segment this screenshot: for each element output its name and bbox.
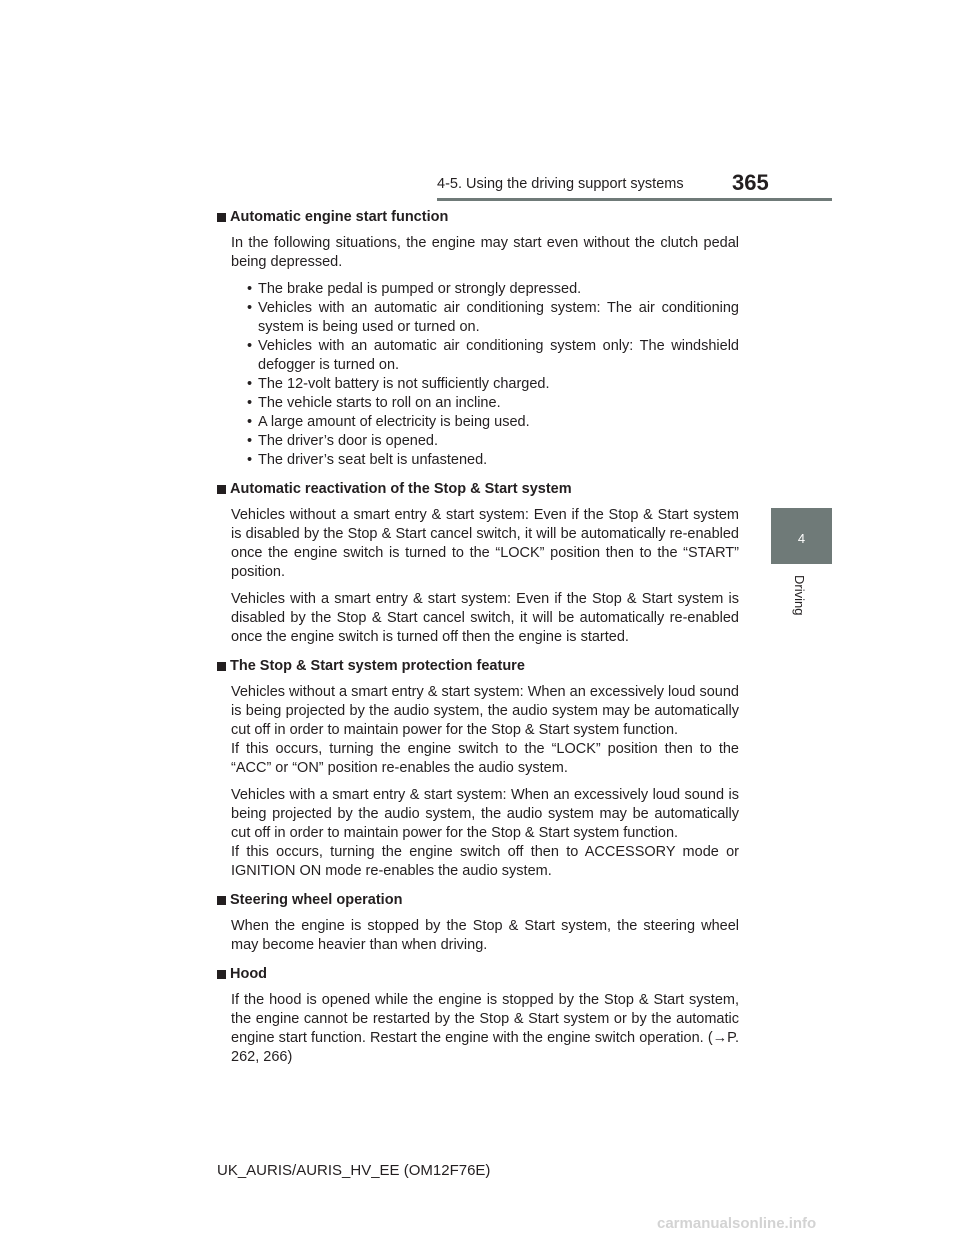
section-heading: Automatic engine start function bbox=[217, 208, 739, 227]
section-heading: Steering wheel operation bbox=[217, 891, 739, 910]
chapter-tab bbox=[771, 508, 832, 564]
paragraph: When the engine is stopped by the Stop & Start system, the steering wheel may become heavier than when driving. bbox=[231, 918, 739, 953]
chapter-label: Driving bbox=[792, 575, 807, 616]
section-heading: The Stop & Start system protection feature bbox=[217, 657, 739, 676]
paragraph: If this occurs, turning the engine switch to the “LOCK” position then to the “ACC” or “ON” position re-enables the audio system. bbox=[231, 741, 739, 776]
section-steering bbox=[217, 891, 739, 955]
section-heading: Hood bbox=[217, 965, 739, 984]
list-item: • The vehicle starts to roll on an incline. bbox=[247, 394, 739, 413]
square-bullet-icon bbox=[217, 896, 226, 905]
paragraph: If this occurs, turning the engine switch off then to ACCESSORY mode or IGNITION ON mode re-enables the audio system. bbox=[231, 844, 739, 879]
section-auto-reactivation bbox=[217, 480, 739, 647]
page-content bbox=[217, 208, 739, 1077]
section-protection-feature bbox=[217, 657, 739, 881]
section-title: 4-5. Using the driving support systems bbox=[437, 176, 684, 192]
section-auto-start bbox=[217, 208, 739, 470]
page-number: 365 bbox=[732, 170, 769, 195]
paragraph: In the following situations, the engine may start even without the clutch pedal being depressed. bbox=[231, 235, 739, 270]
list-item: • Vehicles with an automatic air conditioning system: The air conditioning system is being used or turned on. bbox=[247, 299, 739, 337]
square-bullet-icon bbox=[217, 970, 226, 979]
paragraph: If the hood is opened while the engine is stopped by the Stop & Start system, the engine cannot be restarted by the Stop & Start system or by the automatic engine start function. Restart the engine with the engine switch operation. (→P. 262, 266) bbox=[231, 992, 739, 1065]
section-hood bbox=[217, 965, 739, 1067]
list-item: • Vehicles with an automatic air conditioning system only: The windshield defogger is turned on. bbox=[247, 337, 739, 375]
document-code: UK_AURIS/AURIS_HV_EE (OM12F76E) bbox=[217, 1162, 491, 1179]
section-heading: Automatic reactivation of the Stop & Start system bbox=[217, 480, 739, 499]
list-item: • A large amount of electricity is being used. bbox=[247, 413, 739, 432]
square-bullet-icon bbox=[217, 213, 226, 222]
paragraph: Vehicles without a smart entry & start system: When an excessively loud sound is being projected by the audio system, the audio system may be automatically cut off in order to maintain power for the Stop & Start system function. bbox=[231, 684, 739, 738]
paragraph: Vehicles without a smart entry & start system: Even if the Stop & Start system is disabled by the Stop & Start cancel switch, it will be automatically re-enabled once the engine switch is turned to the “LOCK” position then to the “START” position. bbox=[231, 507, 739, 580]
bullet-list bbox=[247, 280, 739, 470]
paragraph: Vehicles with a smart entry & start system: Even if the Stop & Start system is disabled by the Stop & Start cancel switch, it will be automatically re-enabled once the engine switch is turned off then the engine is started. bbox=[231, 591, 739, 645]
chapter-side-label bbox=[793, 575, 813, 625]
list-item: • The driver’s door is opened. bbox=[247, 432, 739, 451]
list-item: • The brake pedal is pumped or strongly depressed. bbox=[247, 280, 739, 299]
header-divider bbox=[437, 198, 832, 201]
list-item: • The driver’s seat belt is unfastened. bbox=[247, 451, 739, 470]
square-bullet-icon bbox=[217, 662, 226, 671]
list-item: • The 12-volt battery is not sufficiently charged. bbox=[247, 375, 739, 394]
watermark: carmanualsonline.info bbox=[657, 1215, 817, 1232]
square-bullet-icon bbox=[217, 485, 226, 494]
paragraph: Vehicles with a smart entry & start system: When an excessively loud sound is being projected by the audio system, the audio system may be automatically cut off in order to maintain power for the Stop & Start system function. bbox=[231, 787, 739, 841]
chapter-number: 4 bbox=[797, 531, 806, 546]
